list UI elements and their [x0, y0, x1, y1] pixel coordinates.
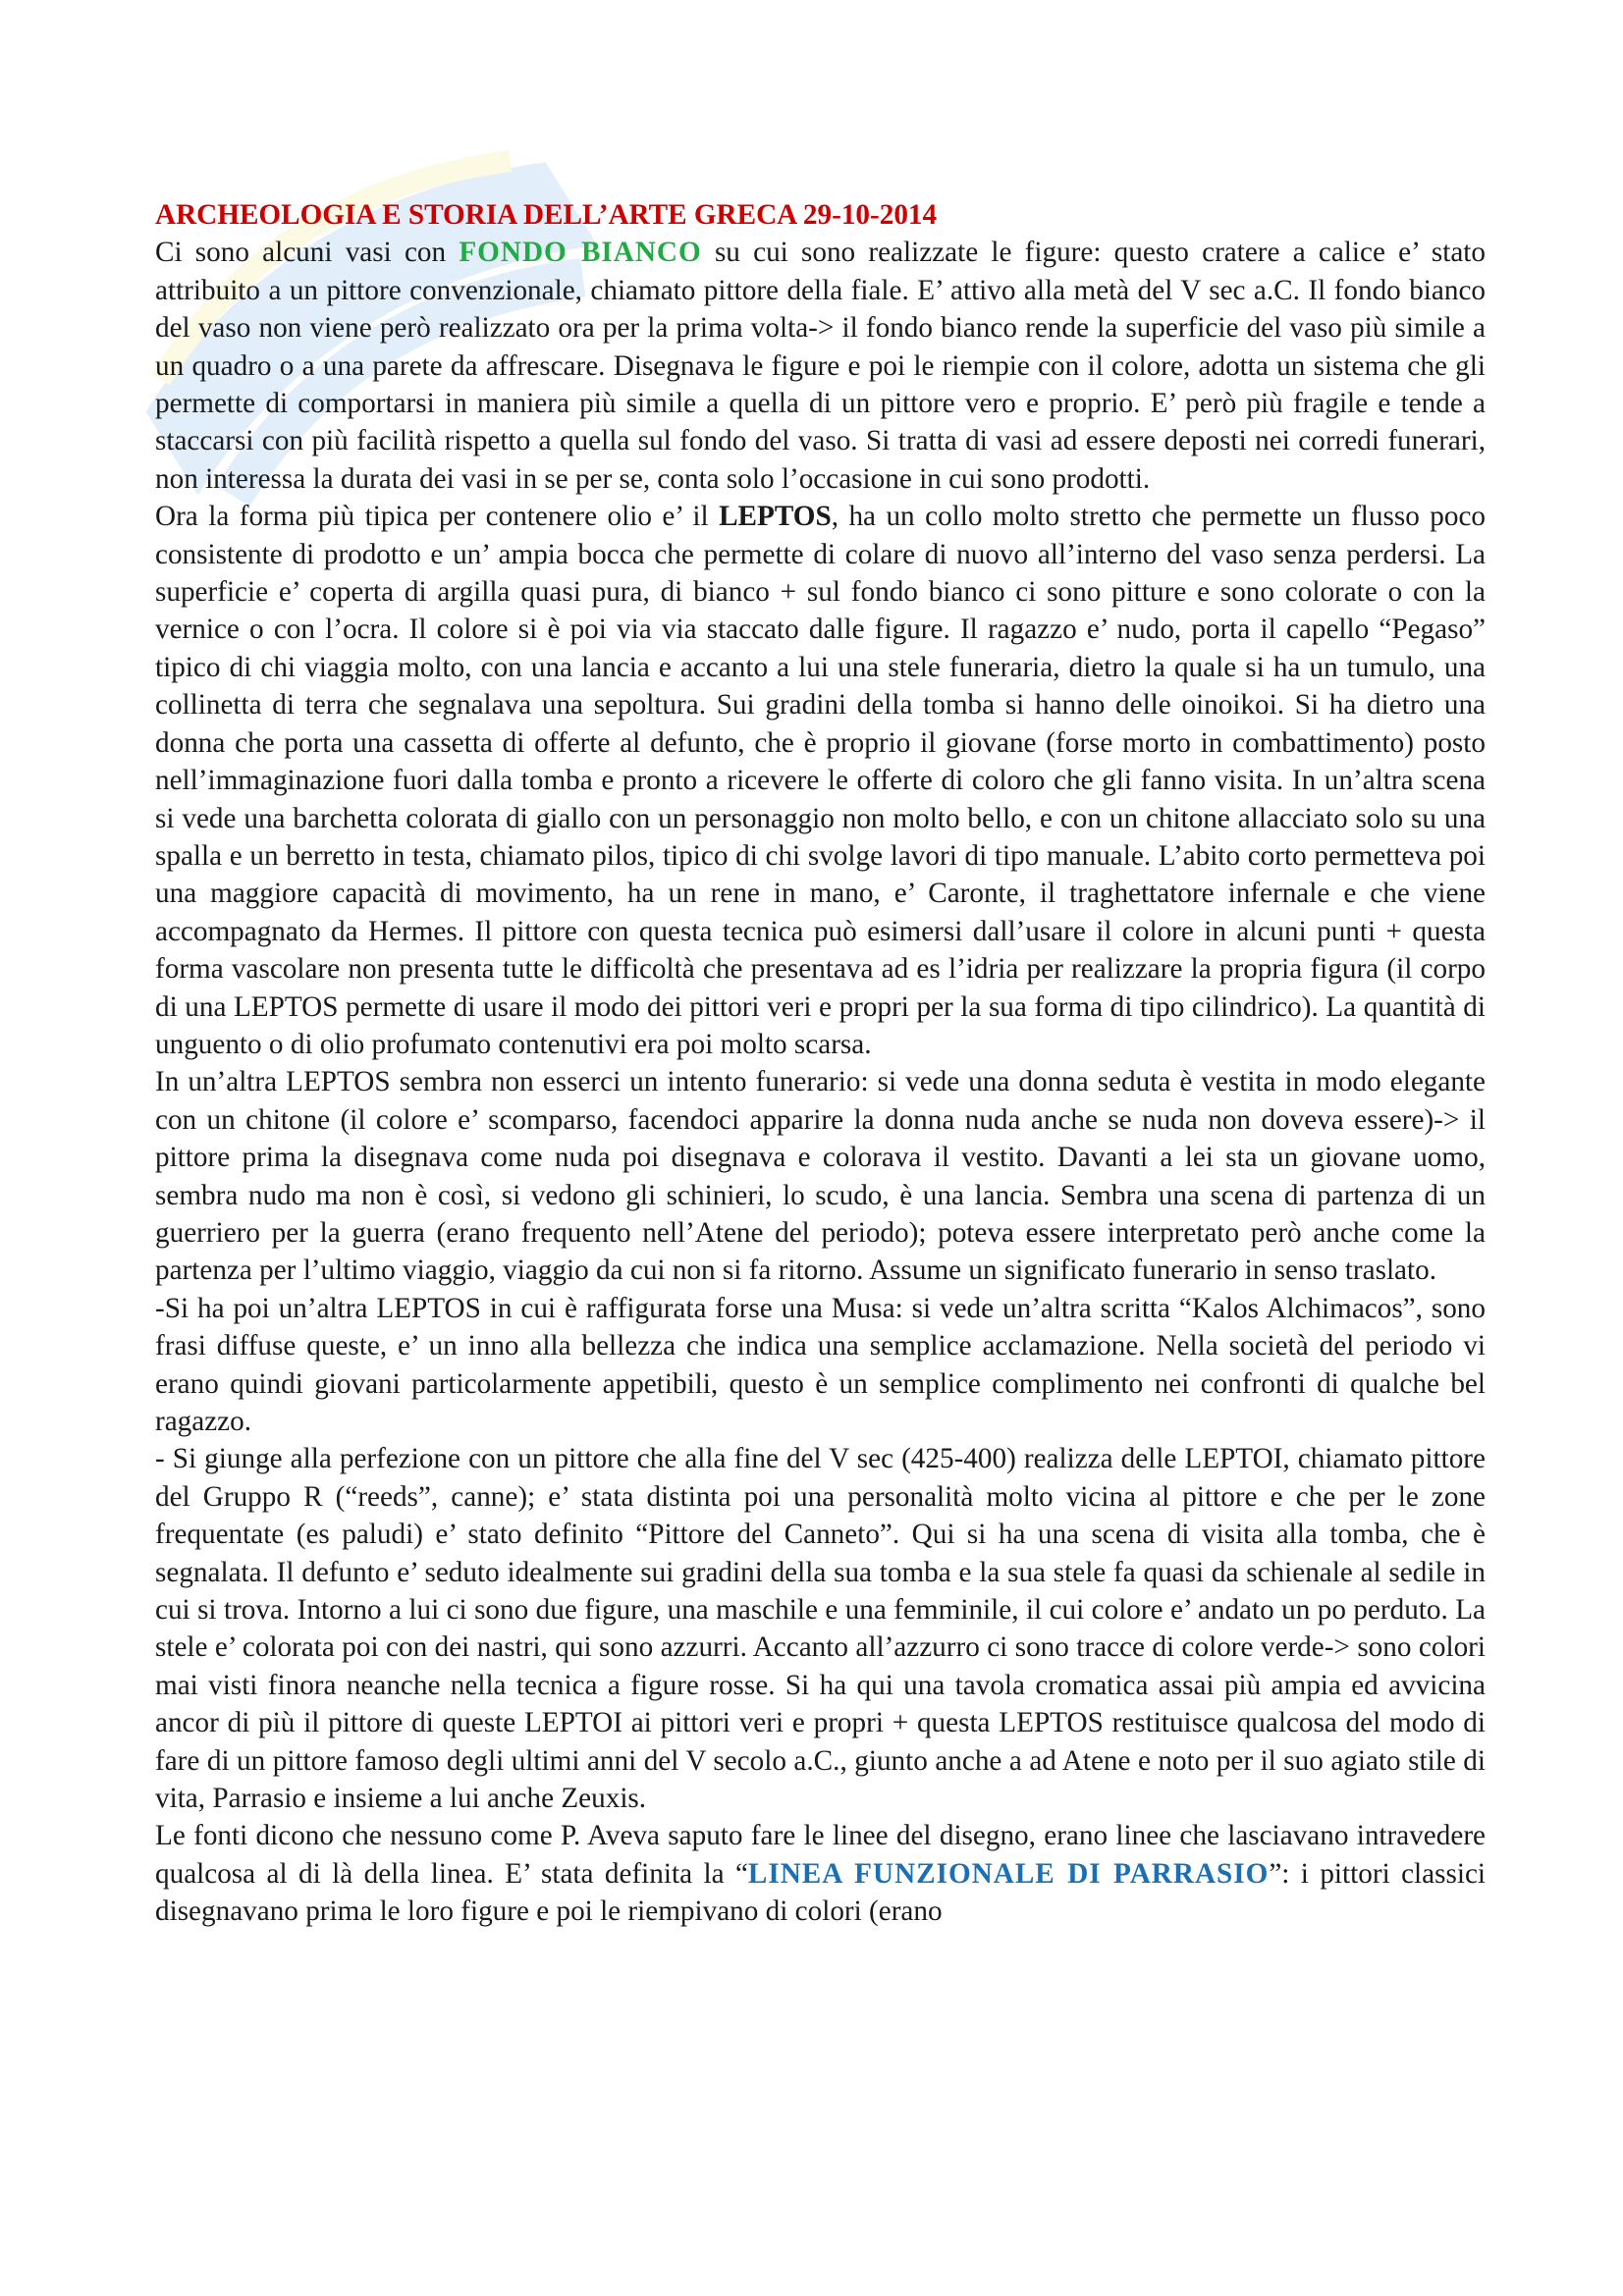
paragraph-text: ”: i pittori classici disegnavano prima le loro figure e poi le riempivano di colori (erano: [155, 1857, 1487, 1928]
paragraph-leptos: [155, 498, 1486, 1063]
paragraph-text: Ora la forma più tipica per contenere olio e’ il: [155, 501, 720, 533]
highlight-linea-funzionale: LINEA FUNZIONALE DI PARRASIO: [747, 1857, 1270, 1890]
highlight-fondo-bianco: FONDO BIANCO: [459, 237, 702, 269]
paragraph-leptos-funerario: In un’altra LEPTOS sembra non esserci un intento funerario: si vede una donna seduta è vestita in modo elegante con un chitone (il colore e’ scomparso, facendoci apparire la donna nuda anche se nuda non doveva essere)-> il pittore prima la disegnava come nuda poi disegnava e colorava il vestito. Davanti a lei sta un giovane uomo, sembra nudo ma non è così, si vedono gli schinieri, lo scudo, è una lancia. Sembra una scena di partenza di un guerriero per la guerra (erano frequento nell’Atene del periodo); poteva essere interpretato però anche come la partenza per l’ultimo viaggio, viaggio da cui non si fa ritorno. Assume un significato funerario in senso traslato.: [155, 1066, 1486, 1287]
paragraph-gruppo-r: - Si giunge alla perfezione con un pittore che alla fine del V sec (425-400) realizza delle LEPTOI, chiamato pittore del Gruppo R (“reeds”, canne); e’ stata distinta poi una personalità molto vicina al pittore e che per le zone frequentate (es paludi) e’ stato definito “Pittore del Canneto”. Qui si ha una scena di visita alla tomba, che è segnalata. Il defunto e’ seduto idealmente sui gradini della sua tomba e la sua stele fa quasi da schienale al sedile in cui si trova. Intorno a lui ci sono due figure, una maschile e una femminile, il cui colore e’ andato un po perduto. La stele e’ colorata poi con dei nastri, qui sono azzurri. Accanto all’azzurro ci sono tracce di colore verde-> sono colori mai visti finora neanche nella tecnica a figure rosse. Si ha qui una tavola cromatica assai più ampia ed avvicina ancor di più il pittore di queste LEPTOI ai pittori veri e propri + questa LEPTOS restituisce qualcosa del modo di fare di un pittore famoso degli ultimi anni del V secolo a.C., giunto anche a ad Atene e noto per il suo agiato stile di vita, Parrasio e insieme a lui anche Zeuxis.: [155, 1443, 1486, 1815]
paragraph-text: Le fonti dicono che nessuno come P. Aveva saputo fare le linee del disegno, erano linee che lasciavano intravedere qualcosa al di là della linea. E’ stata definita la “: [155, 1820, 1486, 1890]
paragraph-text: , ha un collo molto stretto che permette un flusso poco consistente di prodotto e un’ ampia bocca che permette di colare di nuovo all’interno del vaso senza perdersi. La superficie e’ coperta di argilla quasi pura, di bianco + sul fondo bianco ci sono pitture e sono colorate o con la vernice o con l’ocra. Il colore si è poi via via staccato dalle figure. Il ragazzo e’ nudo, porta il capello “Pegaso” tipico di chi viaggia molto, con una lancia e accanto a lui una stele funeraria, dietro la quale si ha un tumulo, una collinetta di terra che segnalava una sepoltura. Sui gradini della tomba si hanno delle oinoikoi. Si ha dietro una donna che porta una cassetta di offerte al defunto, che è proprio il giovane (forse morto in combattimento) posto nell’immaginazione fuori dalla tomba e pronto a ricevere le offerte di coloro che gli fanno visita. In un’altra scena si vede una barchetta colorata di giallo con un personaggio non molto bello, e con un chitone allacciato solo su una spalla e un berretto in testa, chiamato pilos, tipico di chi svolge lavori di tipo manuale. L’abito corto permetteva poi una maggiore capacità di movimento, ha un rene in mano, e’ Caronte, il traghettatore infernale e che viene accompagnato da Hermes. Il pittore con questa tecnica può esimersi dall’usare il colore in alcuni punti + questa forma vascolare non presenta tutte le difficoltà che presentava ad es l’idria per realizzare la propria figura (il corpo di una LEPTOS permette di usare il modo dei pittori veri e propri per la sua forma di tipo cilindrico). La quantità di unguento o di olio profumato contenutivi era poi molto scarsa.: [155, 501, 1487, 1060]
paragraph-musa: -Si ha poi un’altra LEPTOS in cui è raffigurata forse una Musa: si vede un’altra scritta “Kalos Alchimacos”, sono frasi diffuse queste, e’ un inno alla bellezza che indica una semplice acclamazione. Nella società del periodo vi erano quindi giovani particolarmente appetibili, questo è un semplice complimento nei confronti di qualche bel ragazzo.: [155, 1292, 1486, 1437]
paragraph-text: Ci sono alcuni vasi con: [155, 237, 460, 269]
document-body: [155, 196, 1486, 1931]
paragraph-text: su cui sono realizzate le figure: questo cratere a calice e’ stato attribuito a un pittore convenzionale, chiamato pittore della fiale. E’ attivo alla metà del V sec a.C. Il fondo bianco del vaso non viene però realizzato ora per la prima volta-> il fondo bianco rende la superficie del vaso più simile a un quadro o a una parete da affrescare. Disegnava le figure e poi le riempie con il colore, adotta un sistema che gli permette di comportarsi in maniera più simile a quella di un pittore vero e proprio. E’ però più fragile e tende a staccarsi con più facilità rispetto a quella sul fondo del vaso. Si tratta di vasi ad essere deposti nei corredi funerari, non interessa la durata dei vasi in se per se, conta solo l’occasione in cui sono prodotti.: [155, 237, 1487, 495]
paragraph-fondo-bianco: [155, 234, 1486, 498]
document-title: ARCHEOLOGIA E STORIA DELL’ARTE GRECA 29-10-2014: [155, 199, 938, 231]
highlight-leptos: LEPTOS: [719, 501, 832, 533]
paragraph-parrasio: [155, 1817, 1486, 1930]
